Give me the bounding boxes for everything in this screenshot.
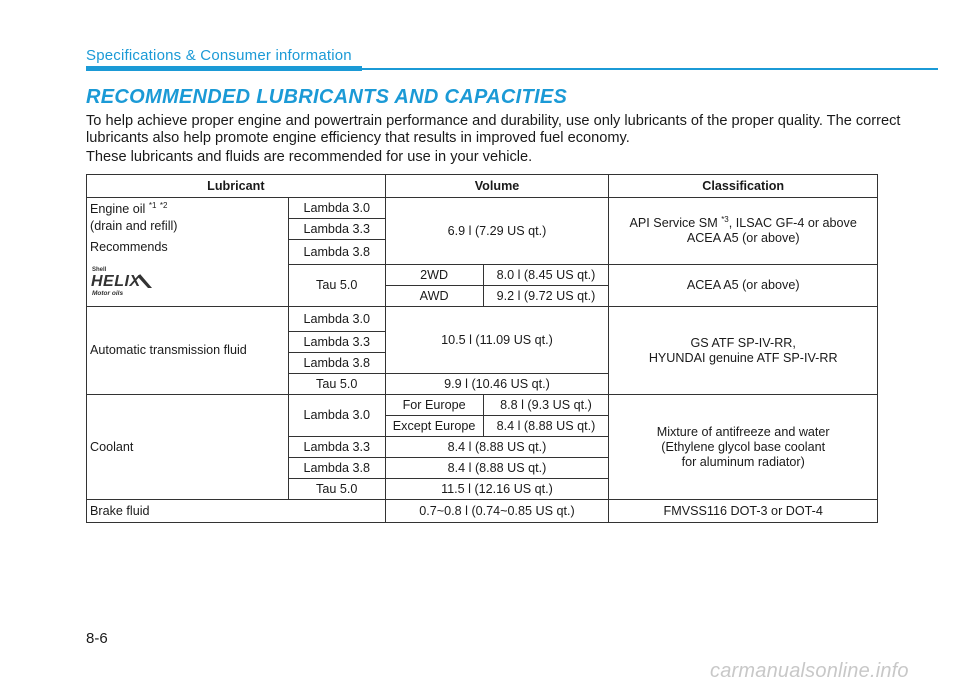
engine-oil-2wd-volume: 8.0 l (8.45 US qt.) xyxy=(483,265,609,286)
coolant-except-europe: Except Europe xyxy=(385,416,483,437)
title-underline-thick xyxy=(86,66,362,71)
table-row xyxy=(87,500,878,523)
coolant-tau: Tau 5.0 xyxy=(288,479,385,500)
page-number: 8-6 xyxy=(86,630,108,647)
atf-lambda-volume: 10.5 l (11.09 US qt.) xyxy=(385,307,609,374)
atf-classification: GS ATF SP-IV-RR, HYUNDAI genuine ATF SP-IV-RR xyxy=(609,307,878,395)
engine-oil-cell xyxy=(87,198,289,307)
intro-paragraph: To help achieve proper engine and powertrain performance and durability, use only lubricants of the proper quality. The correct lubricants also help promote engine efficiency that results in improved fuel economy. xyxy=(86,113,901,146)
atf-tau-volume: 9.9 l (10.46 US qt.) xyxy=(385,374,609,395)
table-row xyxy=(87,395,878,416)
coolant-tau-volume: 11.5 l (12.16 US qt.) xyxy=(385,479,609,500)
coolant-europe: For Europe xyxy=(385,395,483,416)
coolant-lambda38: Lambda 3.8 xyxy=(288,458,385,479)
logo-sub-text: Motor oils xyxy=(92,290,124,297)
footnote-marker-1: *1 xyxy=(148,200,157,210)
table-row xyxy=(87,198,878,219)
engine-oil-tau: Tau 5.0 xyxy=(288,265,385,307)
header-lubricant: Lubricant xyxy=(87,175,386,198)
engine-oil-2wd: 2WD xyxy=(385,265,483,286)
atf-label: Automatic transmission fluid xyxy=(87,307,289,395)
engine-oil-tau-classification: ACEA A5 (or above) xyxy=(609,265,878,307)
engine-oil-lambda38: Lambda 3.8 xyxy=(288,240,385,265)
coolant-lambda33: Lambda 3.3 xyxy=(288,437,385,458)
coolant-europe-volume: 8.8 l (9.3 US qt.) xyxy=(483,395,609,416)
table-row xyxy=(87,307,878,332)
engine-oil-lambda30: Lambda 3.0 xyxy=(288,198,385,219)
watermark: carmanualsonline.info xyxy=(710,660,909,682)
coolant-except-europe-volume: 8.4 l (8.88 US qt.) xyxy=(483,416,609,437)
atf-lambda38: Lambda 3.8 xyxy=(288,353,385,374)
coolant-label: Coolant xyxy=(87,395,289,500)
footnote-marker-3: *3 xyxy=(721,214,729,224)
engine-oil-awd-volume: 9.2 l (9.72 US qt.) xyxy=(483,286,609,307)
engine-oil-drain-note: (drain and refill) xyxy=(90,219,178,233)
recommends-label: Recommends xyxy=(90,240,168,254)
footnote-marker-2: *2 xyxy=(159,200,168,210)
intro-paragraph-2: These lubricants and fluids are recommended for use in your vehicle. xyxy=(86,149,533,165)
coolant-lambda30: Lambda 3.0 xyxy=(288,395,385,437)
coolant-lambda38-volume: 8.4 l (8.88 US qt.) xyxy=(385,458,609,479)
shell-helix-logo xyxy=(90,264,154,298)
header-volume: Volume xyxy=(385,175,609,198)
brake-fluid-label: Brake fluid xyxy=(87,500,386,523)
atf-lambda33: Lambda 3.3 xyxy=(288,332,385,353)
engine-oil-lambda33: Lambda 3.3 xyxy=(288,219,385,240)
atf-tau: Tau 5.0 xyxy=(288,374,385,395)
engine-oil-lambda-classification: API Service SM $^{*3}$, ILSAC GF-4 or above ACEA A5 (or above) xyxy=(609,198,878,265)
section-title: Specifications & Consumer information xyxy=(86,47,352,64)
logo-brand-text: Shell xyxy=(92,267,107,273)
header-classification: Classification xyxy=(609,175,878,198)
coolant-lambda33-volume: 8.4 l (8.88 US qt.) xyxy=(385,437,609,458)
logo-main-text: HELIX xyxy=(91,273,141,290)
brake-fluid-volume: 0.7~0.8 l (0.74~0.85 US qt.) xyxy=(385,500,609,523)
lubricants-table xyxy=(86,174,878,523)
engine-oil-label: Engine oil xyxy=(90,202,146,216)
table-header-row xyxy=(87,175,878,198)
coolant-classification: Mixture of antifreeze and water (Ethylene glycol base coolant for aluminum radiator) xyxy=(609,395,878,500)
engine-oil-lambda-volume: 6.9 l (7.29 US qt.) xyxy=(385,198,609,265)
page-heading: RECOMMENDED LUBRICANTS AND CAPACITIES xyxy=(86,86,568,108)
title-underline-thin xyxy=(362,68,938,70)
engine-oil-awd: AWD xyxy=(385,286,483,307)
atf-lambda30: Lambda 3.0 xyxy=(288,307,385,332)
brake-fluid-classification: FMVSS116 DOT-3 or DOT-4 xyxy=(609,500,878,523)
